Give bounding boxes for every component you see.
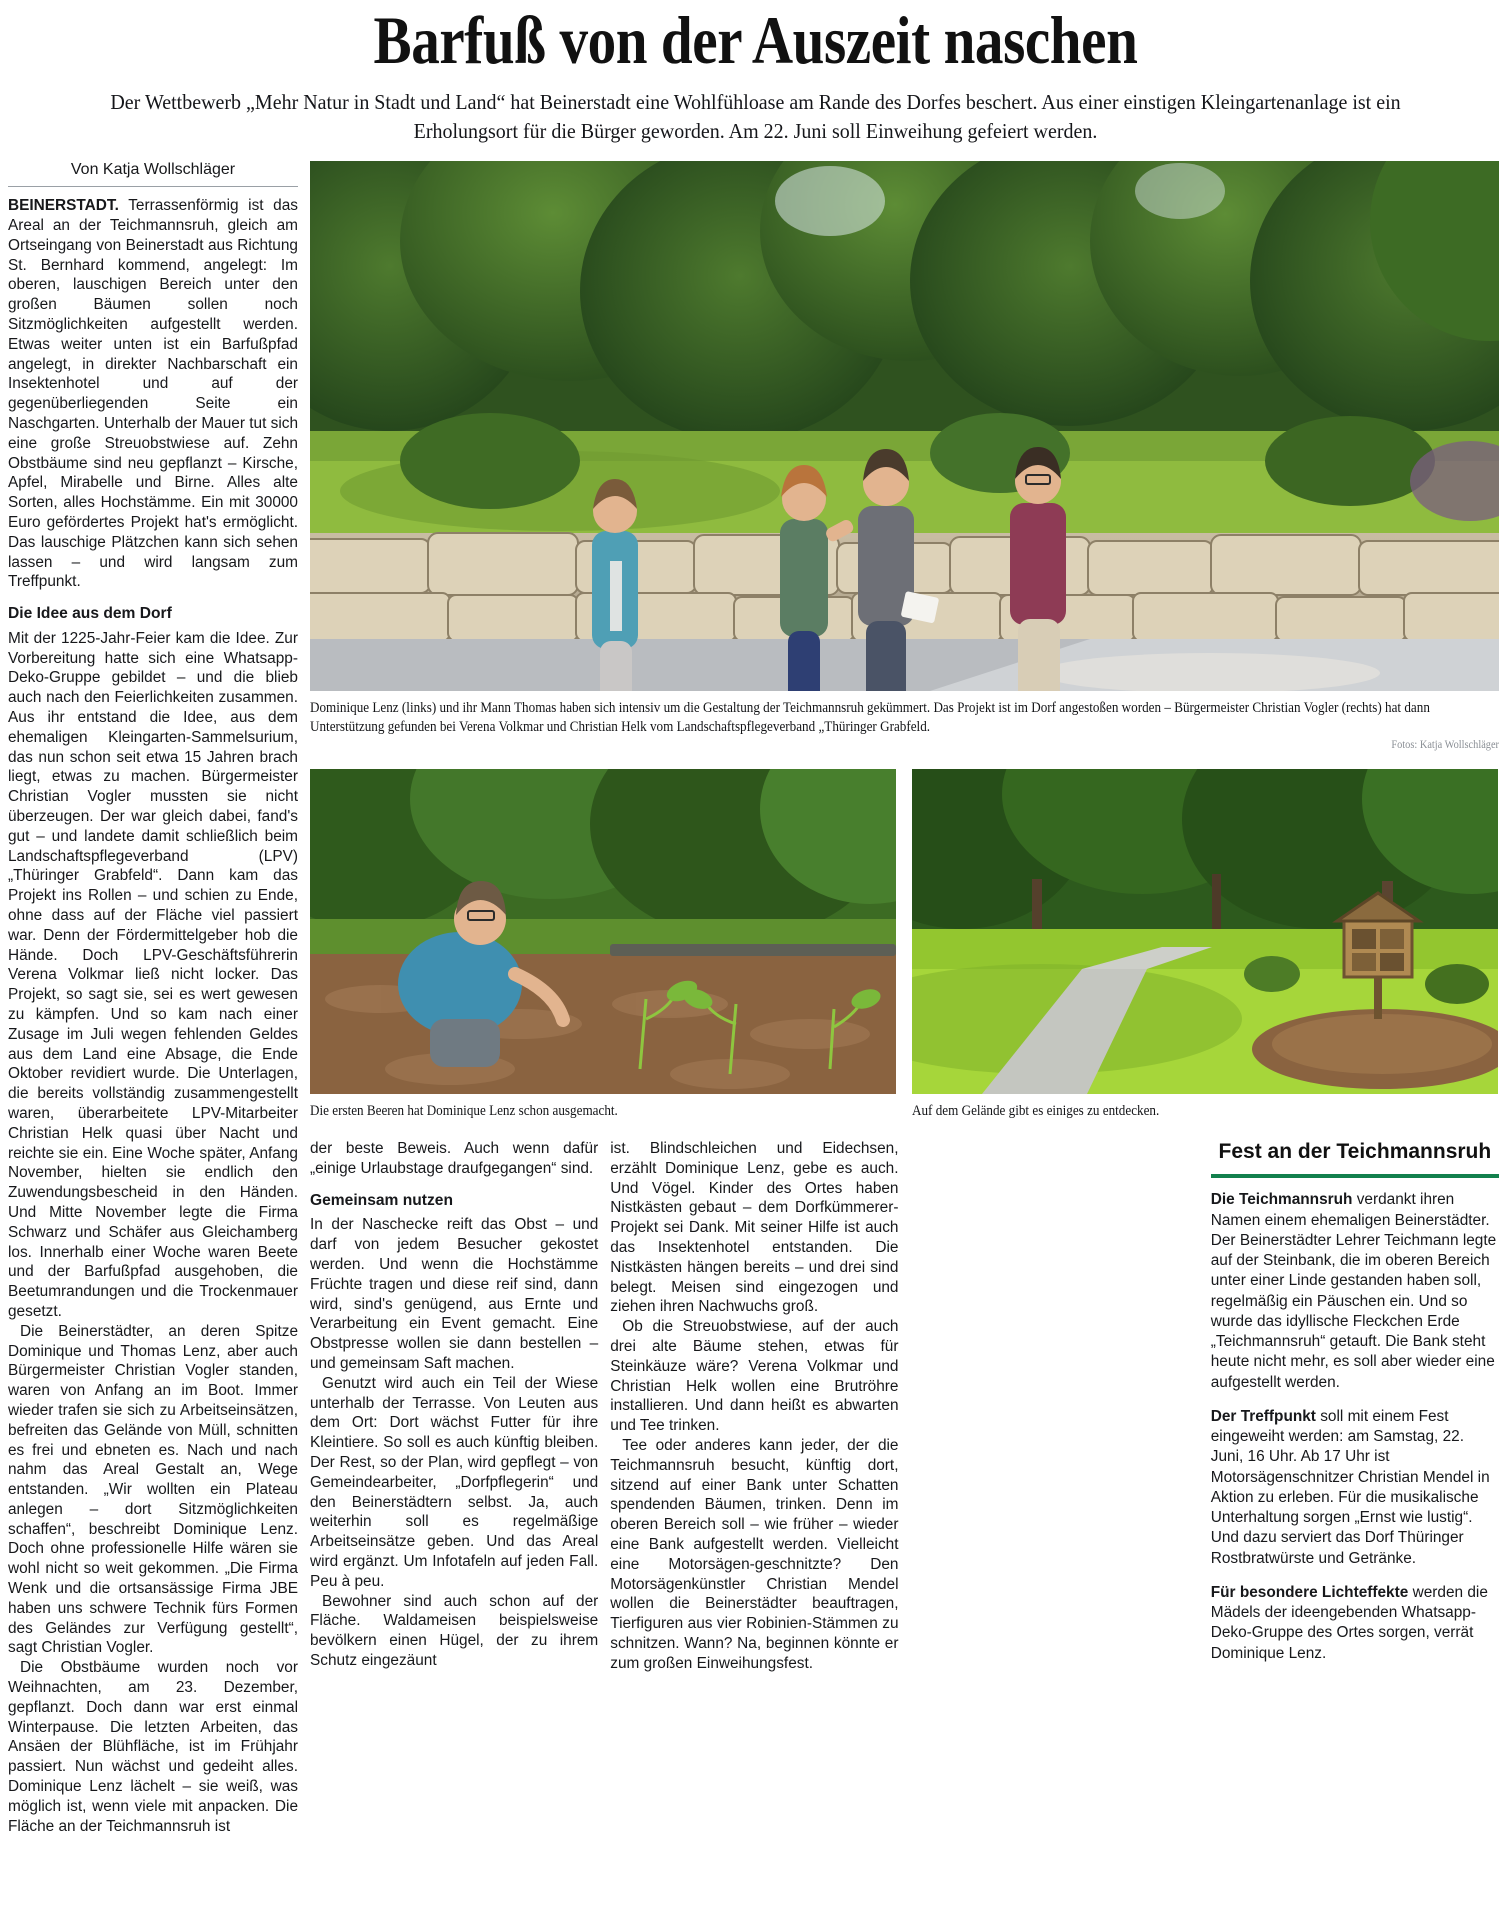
column-three (610, 1139, 898, 1674)
sidebar-text: werden die Mädels der ideengebenden Whatsapp-Deko-Gruppe des Ortes sorgen, verrät Dominique Lenz. (1210, 1583, 1488, 1662)
page-headline: Barfuß von der Auszeit naschen (373, 2, 1138, 78)
paragraph: Bewohner sind auch schon auf der Fläche. Waldameisen beispielsweise bevölkern einen Hügel, der zu ihrem Schutz eingezäunt (310, 1592, 599, 1669)
subhead-gemeinsam-nutzen: Gemeinsam nutzen (310, 1191, 453, 1209)
sidebar-title: Fest an der Teichmannsruh (1218, 1140, 1492, 1164)
paragraph: der beste Beweis. Auch wenn dafür „einige Urlaubstage draufgegangen“ sind. (310, 1140, 599, 1177)
dateline: BEINERSTADT. (8, 197, 119, 215)
column-three-body (610, 1139, 898, 1674)
paragraph: ist. Blindschleichen und Eidechsen, erzählt Dominique Lenz, gebe es auch. Und Vögel. Kinder des Ortes haben Nistkästen gebaut – dem Dorfkümmerer-Projekt sei Dank. Mit seiner Hilfe ist auch das Insektenhotel entstanden. Die Nistkästen hängen bereits – und drei sind belegt. Meisen sind eingezogen und ziehen ihren Nachwuchs groß. (610, 1140, 899, 1316)
article-deck: Der Wettbewerb „Mehr Natur in Stadt und Land“ hat Beinerstadt eine Wohlfühloase am Rande des Dorfes beschert. Aus einer einstigen Kleingartenanlage ist ein Erholungsort für die Bürger geworden. Am 22. Juni soll Einweihung gefeiert werden. (110, 90, 1401, 143)
subhead-die-idee-aus-dem-dorf: Die Idee aus dem Dorf (8, 605, 172, 623)
sidebar-body (1211, 1190, 1499, 1664)
sidebar-paragraph (1211, 1190, 1499, 1393)
sidebar-lead: Für besondere Lichteffekte (1210, 1583, 1409, 1601)
column-one (8, 161, 298, 1836)
photo-credit: Fotos: Katja Wollschläger (1391, 739, 1499, 752)
sub-photo-right-wrap (912, 769, 1498, 1121)
paragraph: Die Obstbäume wurden noch vor Weihnachten, am 23. Dezember, gepflanzt. Doch dann war erst einmal Winterpause. Die letzten Arbeiten, das Ansäen der Blühfläche, ist im Frühjahr passiert. Nun wächst und gedeiht alles. Dominique Lenz lächelt – sie weiß, was möglich ist, wenn viele mit anpacken. Die Fläche an der Teichmannsruh ist (8, 1659, 298, 1835)
byline-rule (8, 186, 298, 187)
sidebar-accent-rule (1211, 1174, 1499, 1178)
left-photo-caption: Die ersten Beeren hat Dominique Lenz schon ausgemacht. (310, 1103, 618, 1120)
right-photo (912, 769, 1498, 1094)
sidebar-text: verdankt ihren Namen einem ehemaligen Beinerstädter. Der Beinerstädter Lehrer Teichmann legte auf der Steinbank, die im oberen Bereich unter einer Linde gestanden haben soll, regelmäßig ein Päuschen ein. Und so wurde das idyllische Fleckchen Erde „Teichmannsruh“ getauft. Die Bank steht heute nicht mehr, es soll aber wieder eine aufgestellt werden. (1210, 1191, 1497, 1391)
left-photo-image (310, 769, 896, 1094)
paragraph: In der Naschecke reift das Obst – und darf von jedem Besucher gekostet werden. Und wenn die Hochstämme Früchte tragen und diese reif sind, dann wird, sind's genügend, aus Ernte und Verarbeitung ein Event gemacht. Eine Obstpresse wollen sie dann bestellen – und gemeinsam Saft machen. (310, 1216, 599, 1372)
paragraph: Mit der 1225-Jahr-Feier kam die Idee. Zur Vorbereitung hatte sich eine Whatsapp-Deko-Gruppe gebildet – und die blieb auch nach den Feierlichkeiten zusammen. Aus ihr entstand die Idee, aus dem ehemaligen Kleingarten-Sammelsurium, das nun schon seit etwa 15 Jahren brach liegt, etwas zu machen. Bürgermeister Christian Vogler mussten sie nicht überzeugen. Der war gleich dabei, fand's gut – und landete damit schließlich beim Landschaftspflegeverband (LPV) „Thüringer Grabfeld“. Dann kam das Projekt ins Rollen – und schien zu Ende, ohne dass auf der Fläche viel passiert war. Denn der Fördermittelgeber hob die Hände. Doch LPV-Geschäftsführerin Verena Volkmar ließ nicht locker. Das Projekt, so sagt sie, sei es wert gewesen zu kämpfen. Und so kam nach einer Zusage im Juli wegen fehlenden Geldes aus dem Land eine Absage, die Ende Oktober revidiert wurde. Die Unterlagen, die bereits vollständig zusammengestellt waren, überarbeitete LPV-Mitarbeiter Christian Helk quasi über Nacht und reichte sie ein. Eine Woche später, Anfang November, hielten sie endlich den Zuwendungsbescheid in den Händen. Und Mitte November legte die Firma Schwarz und Schäfer aus Gleichamberg los. Innerhalb einer Woche waren Beete und der Barfußpfad ausgehoben, die Beetumrandungen und die Trockenmauer gesetzt. (8, 629, 298, 1320)
top-section (8, 161, 1503, 1836)
column-one-body (8, 196, 298, 1836)
sub-photos-row (310, 769, 1499, 1121)
left-photo (310, 769, 896, 1094)
sidebar-paragraph (1211, 1583, 1499, 1664)
sidebar-paragraph (1211, 1407, 1499, 1569)
bottom-section (310, 1139, 1499, 1674)
main-photo (310, 161, 1499, 691)
paragraph: Tee oder anderes kann jeder, der die Teichmannsruh besucht, künftig dort, sitzend auf einer Bank unter Schatten spendenden Bäumen, trinken. Denn im oberen Bereich soll – wie früher – wieder eine Bank aufgestellt werden. Vielleicht eine Motorsägen-geschnitzte? Den Motorsägenkünstler Christian Mendel wollen die Beinerstädter beauftragen, Tierfiguren aus vier Robinien-Stämmen zu schnitzen. Wann? Na, beginnen könnte er zum großen Einweihungsfest. (610, 1437, 899, 1672)
column-two-body (310, 1139, 598, 1671)
right-photo-image (912, 769, 1498, 1094)
sidebar-text: soll mit einem Fest eingeweiht werden: am Samstag, 22. Juni, 16 Uhr. Ab 17 Uhr ist Motorsägenschnitzer Christian Mendel in Aktion zu erleben. Für die musikalische Unterhaltung sorgen „Ernst wie lustig“. Und dazu serviert das Dorf Thüringer Rostbratwürste und Getränke. (1210, 1407, 1490, 1567)
paragraph: Die Beinerstädter, an deren Spitze Dominique und Thomas Lenz, aber auch Bürgermeister Christian Vogler standen, waren von Anfang an im Boot. Immer wieder trafen sie sich zu Arbeitseinsätzen, befreiten das Gelände von Müll, schnitten es frei und ebneten es. Nach und nach nahm das Areal Gestalt an, Wege entstanden. „Wir wollten ein Plateau anlegen – dort Sitzmöglichkeiten schaffen“, beschreibt Dominique Lenz. Doch ohne professionelle Hilfe wären sie wohl nicht so weit gekommen. „Die Firma Wenk und die ortsansässige Firma JBE haben uns schwere Technik fürs Formen des Geländes zur Verfügung gestellt“, sagt Christian Vogler. (8, 1322, 298, 1657)
right-block (310, 161, 1499, 1673)
right-photo-caption: Auf dem Gelände gibt es einiges zu entdecken. (912, 1103, 1160, 1120)
sidebar-lead: Die Teichmannsruh (1210, 1191, 1353, 1209)
sidebar-lead: Der Treffpunkt (1210, 1407, 1316, 1425)
main-photo-caption: Dominique Lenz (links) und ihr Mann Thomas haben sich intensiv um die Gestaltung der Teichmannsruh gekümmert. Das Projekt ist im Dorf angestoßen worden – Bürgermeister Christian Vogler (rechts) hat dann Unterstützung gefunden bei Verena Volkmar und Christian Helk vom Landschaftspflegeverband „Thüringer Grabfeld. (310, 700, 1430, 736)
sidebar-box (1211, 1139, 1499, 1664)
lead-paragraph (8, 196, 298, 592)
paragraph: Ob die Streuobstwiese, auf der auch drei alte Bäume stehen, etwas für Steinkäuze wäre? Verena Volkmar und Christian Helk wollen eine Brutröhre installieren. Und dann heißt es abwarten und Tee trinken. (610, 1318, 899, 1435)
main-photo-image (310, 161, 1499, 691)
paragraph: Genutzt wird auch ein Teil der Wiese unterhalb der Terrasse. Von Leuten aus dem Ort: Dort wächst Futter für ihre Kleintiere. So soll es auch künftig bleiben. Der Rest, so der Plan, wird gepflegt – von Gemeindearbeiter, „Dorfpflegerin“ und den Beinerstädtern selbst. Ja, auch weiterhin soll es regelmäßige Arbeitseinsätze geben. Und das Areal wird ergänzt. Um Infotafeln auf jeden Fall. Peu à peu. (310, 1374, 599, 1590)
newspaper-page (0, 2, 1511, 1926)
lead-text: Terrassenförmig ist das Areal an der Teichmannsruh, gleich am Ortseingang von Beinerstadt aus Richtung St. Bernhard kommend, angelegt: Im oberen, lauschigen Bereich unter den großen Bäumen sollen noch Sitzmöglichkeiten aufgestellt werden. Etwas weiter unten ist ein Barfußpfad angelegt, in direkter Nachbarschaft ein Insektenhotel und auf der gegenüberliegenden Seite ein Naschgarten. Unterhalb der Mauer tut sich eine große Streuobstwiese auf. Zehn Obstbäume sind neu gepflanzt – Kirsche, Apfel, Mirabelle und Birne. Alles alte Sorten, alles Hochstämme. Ein mit 30000 Euro gefördertes Projekt hat's ermöglicht. Das lauschige Plätzchen kann sich sehen lassen – und wird langsam zum Treffpunkt. (8, 197, 299, 591)
column-two (310, 1139, 598, 1671)
byline: Von Katja Wollschläger (70, 161, 236, 179)
sub-photo-left-wrap (310, 769, 896, 1121)
